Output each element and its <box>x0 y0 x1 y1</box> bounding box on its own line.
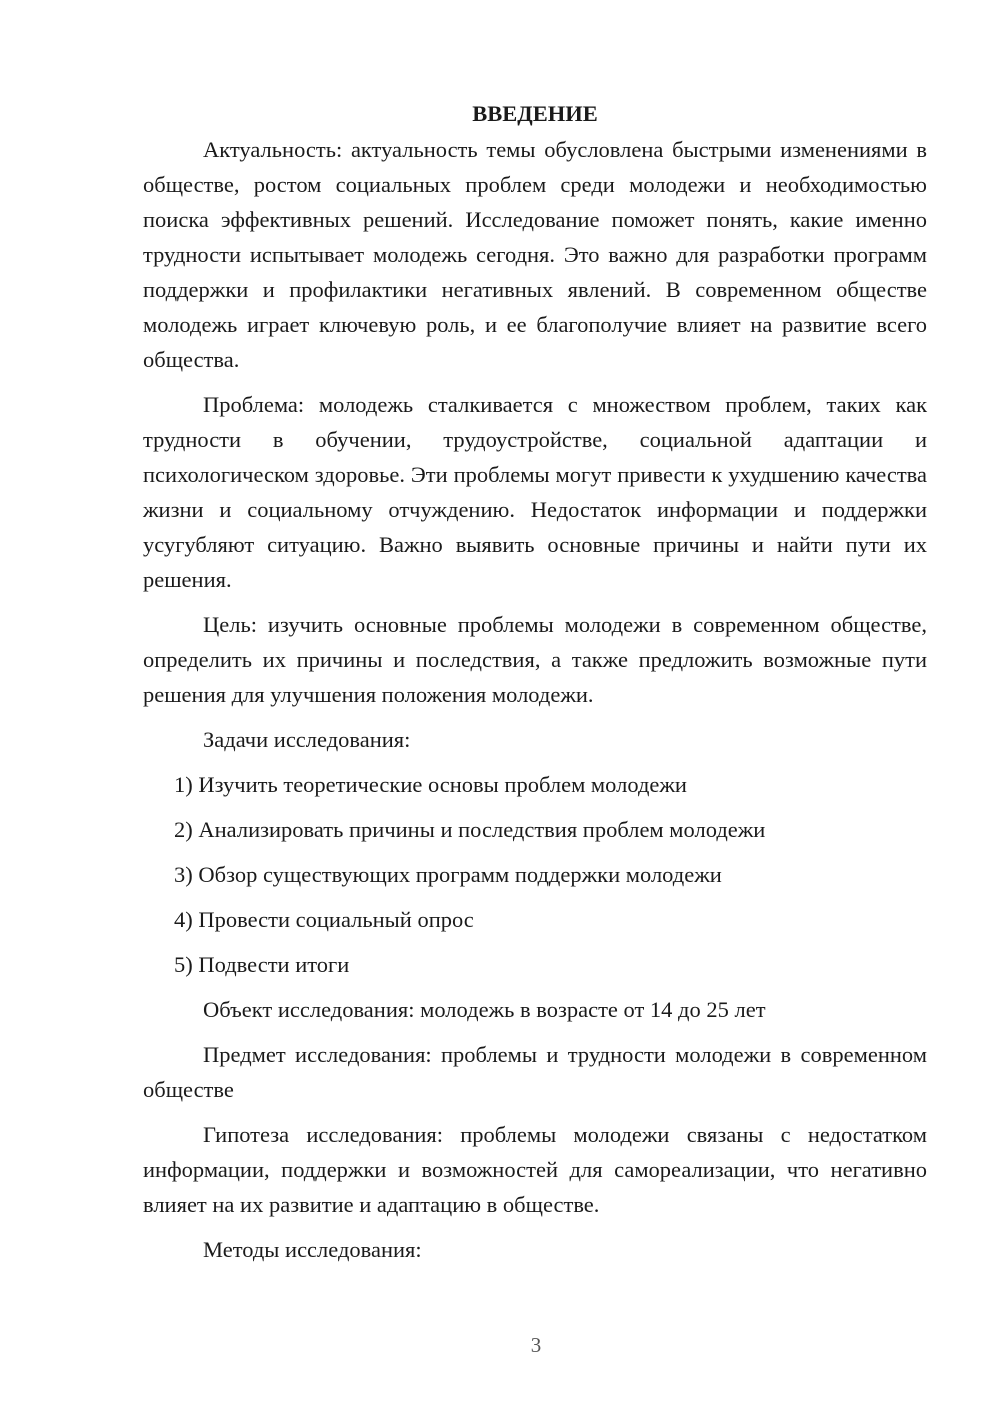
paragraph-object: Объект исследования: молодежь в возрасте от 14 до 25 лет <box>203 997 766 1022</box>
list-item: 4) Провести социальный опрос <box>174 907 474 932</box>
paragraph-problem: Проблема: молодежь сталкивается с множеством проблем, таких как трудности в обучении, трудоустройстве, социальной адаптации и психологическом здоровье. Эти проблемы могут привести к ухудшению качества жизни и социальному отчуждению. Недостаток информации и поддержки усугубляют ситуацию. Важно выявить основные причины и найти пути их решения. <box>143 392 927 592</box>
methods-heading: Методы исследования: <box>203 1237 422 1262</box>
paragraph-goal: Цель: изучить основные проблемы молодежи в современном обществе, определить их причины и последствия, а также предложить возможные пути решения для улучшения положения молодежи. <box>143 612 927 707</box>
document-page <box>143 96 927 1277</box>
list-item: 1) Изучить теоретические основы проблем молодежи <box>174 772 687 797</box>
paragraph-relevance: Актуальность: актуальность темы обусловлена быстрыми изменениями в обществе, ростом социальных проблем среди молодежи и необходимостью поиска эффективных решений. Исследование поможет понять, какие именно трудности испытывает молодежь сегодня. Это важно для разработки программ поддержки и профилактики негативных явлений. В современном обществе молодежь играет ключевую роль, и ее благополучие влияет на развитие всего общества. <box>143 137 927 372</box>
paragraph-hypothesis: Гипотеза исследования: проблемы молодежи связаны с недостатком информации, поддержки и возможностей для самореализации, что негативно влияет на их развитие и адаптацию в обществе. <box>143 1122 927 1217</box>
paragraph-subject: Предмет исследования: проблемы и трудности молодежи в современном обществе <box>143 1042 927 1102</box>
list-item: 2) Анализировать причины и последствия проблем молодежи <box>174 817 766 842</box>
tasks-list <box>143 767 927 982</box>
page-number: 3 <box>530 1333 542 1357</box>
list-item: 5) Подвести итоги <box>174 952 350 977</box>
list-item: 3) Обзор существующих программ поддержки молодежи <box>174 862 722 887</box>
tasks-heading: Задачи исследования: <box>203 727 411 752</box>
page-title: ВВЕДЕНИЕ <box>472 101 598 126</box>
